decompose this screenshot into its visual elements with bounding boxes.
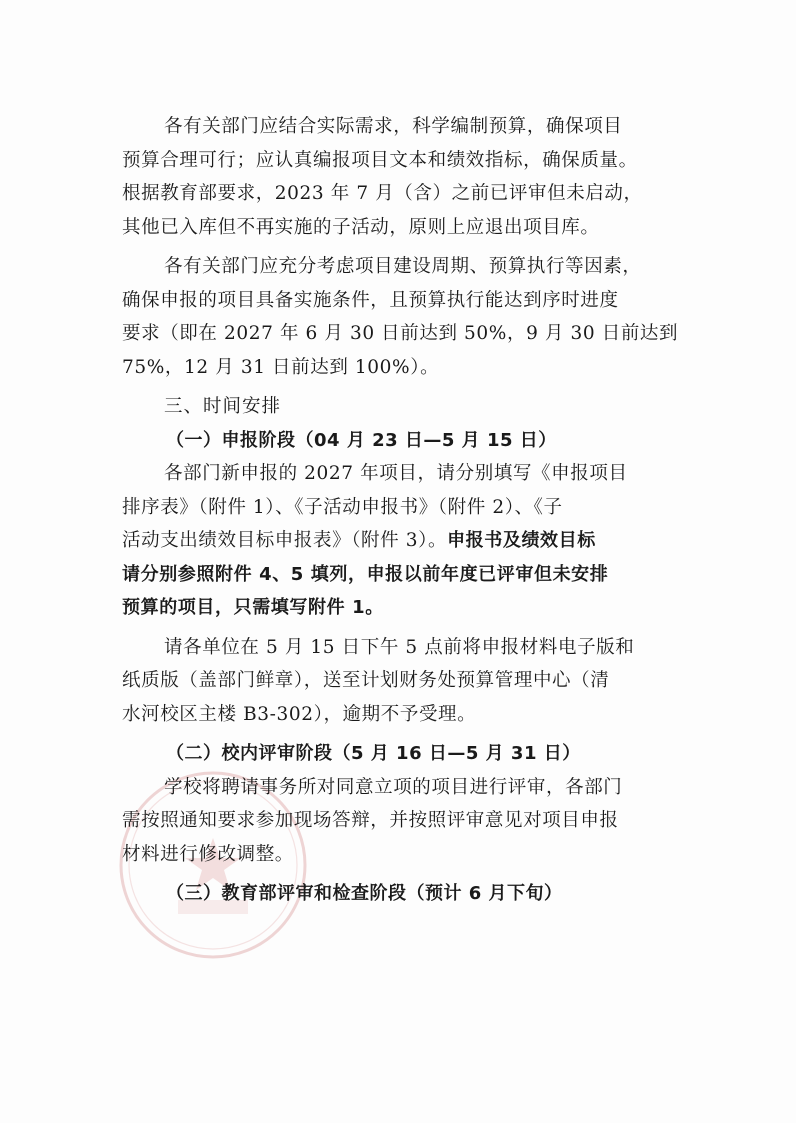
stage-2-heading: （二）校内评审阶段（5 月 16 日—5 月 31 日） [166,743,581,764]
text-line: 材料进行修改调整。 [122,843,294,865]
text-line: 排序表》（附件 1）、《子活动申报书》（附件 2）、《子 [122,496,563,518]
paragraph-stage-1-submission [122,631,682,732]
text-line: 水河校区主楼 B3-302），逾期不予受理。 [122,703,477,725]
text-line: 75%，12 月 31 日前达到 100%）。 [122,356,440,378]
bold-text-line: 请分别参照附件 4、5 填列，申报以前年度已评审但未安排 [122,563,609,585]
section-heading: 三、时间安排 [164,396,282,417]
bold-text-line: 预算的项目，只需填写附件 1。 [122,597,384,618]
text-line: 请各单位在 5 月 15 日下午 5 点前将申报材料电子版和 [164,636,635,658]
text-line: 各有关部门应充分考虑项目建设周期、预算执行等因素， [164,256,642,277]
text-line: 其他已入库但不再实施的子活动，原则上应退出项目库。 [122,216,600,238]
text-line: 各部门新申报的 2027 年项目，请分别填写《申报项目 [164,463,628,484]
text-line: 根据教育部要求，2023 年 7 月（含）之前已评审但未启动， [122,183,643,204]
text-line: 学校将聘请事务所对同意立项的项目进行评审，各部门 [164,776,623,798]
paragraph-budget-execution [122,250,682,384]
stage-3-heading: （三）教育部评审和检查阶段（预计 6 月下旬） [166,883,563,904]
text-line: 预算合理可行；应认真编报项目文本和绩效指标，确保质量。 [122,149,638,171]
paragraph-stage-2 [122,771,682,872]
text-line: 各有关部门应结合实际需求，科学编制预算，确保项目 [164,116,623,137]
bold-text-segment: 申报书及绩效目标 [447,530,596,551]
text-line: 纸质版（盖部门鲜章），送至计划财务处预算管理中心（清 [122,670,610,691]
text-line: 确保申报的项目具备实施条件，且预算执行能达到序时进度 [122,289,619,311]
document-body [122,110,682,911]
text-line: 要求（即在 2027 年 6 月 30 日前达到 50%，9 月 30 日前达到 [122,323,679,344]
paragraph-requirements [122,110,682,244]
stage-1-heading: （一）申报阶段（04 月 23 日—5 月 15 日） [166,429,557,451]
text-line [122,524,682,558]
text-segment: 活动支出绩效目标申报表》（附件 3）。 [122,530,448,551]
text-line: 需按照通知要求参加现场答辩，并按照评审意见对项目申报 [122,810,619,831]
paragraph-stage-1-forms [122,457,682,625]
